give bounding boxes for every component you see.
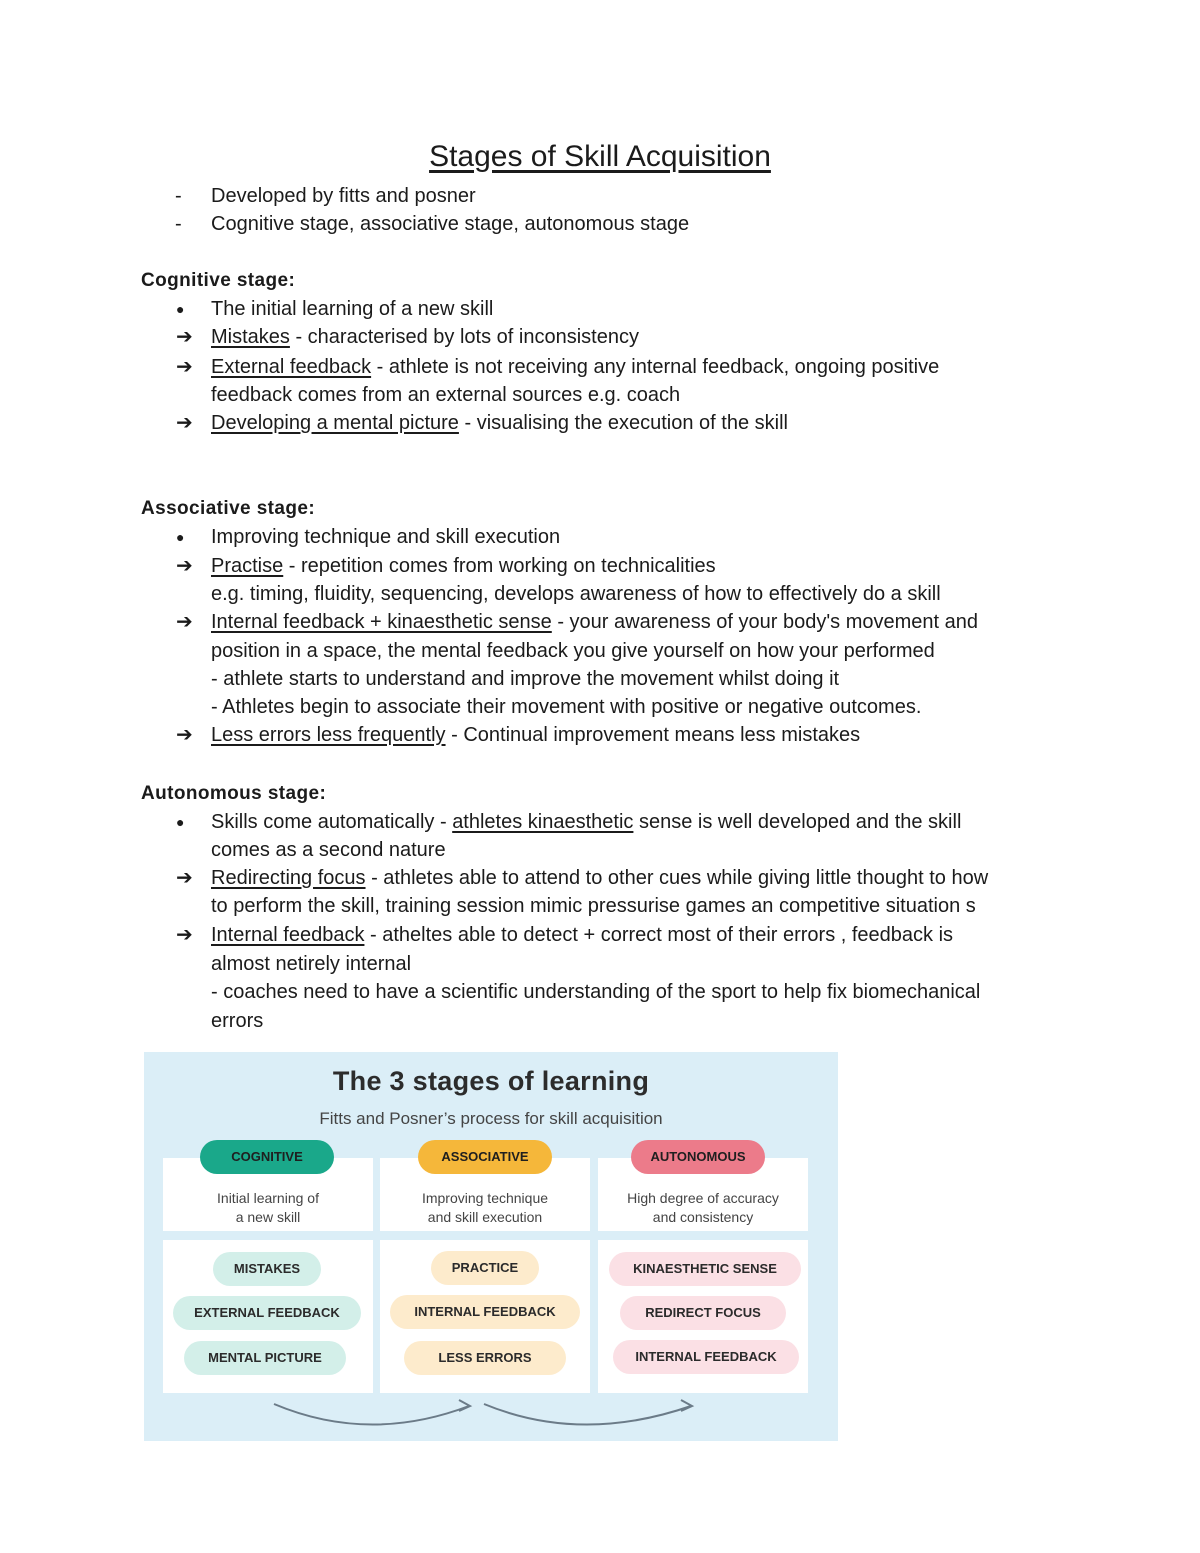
cognitive-point-3-cont: feedback comes from an external sources e.g. coach bbox=[211, 384, 681, 406]
arrow-bullet-icon: ➔ bbox=[176, 326, 193, 348]
tag-kinaesthetic-sense: KINAESTHETIC SENSE bbox=[609, 1252, 801, 1286]
autonomous-point-3-cont-1: almost netirely internal bbox=[211, 953, 412, 975]
cognitive-tags-panel bbox=[163, 1240, 373, 1393]
infographic-subtitle: Fitts and Posner’s process for skill acquisition bbox=[319, 1109, 663, 1128]
tag-mental-picture: MENTAL PICTURE bbox=[184, 1341, 346, 1375]
curved-arrow-icon bbox=[269, 1394, 479, 1434]
term: Developing a mental picture bbox=[211, 412, 459, 434]
description-line: Initial learning of bbox=[217, 1190, 319, 1206]
associative-point-3-cont-2: - athlete starts to understand and improve the movement whilst doing it bbox=[211, 668, 840, 690]
description: - visualising the execution of the skill bbox=[458, 412, 788, 434]
tag-mistakes: MISTAKES bbox=[213, 1252, 321, 1286]
arrow-bullet-icon: ➔ bbox=[176, 924, 193, 946]
dot-bullet-icon: ● bbox=[176, 814, 185, 830]
term: Less errors less frequently bbox=[211, 724, 446, 746]
term: Practise bbox=[211, 555, 284, 577]
stages-of-learning-infographic bbox=[144, 1052, 838, 1441]
dash-bullet: - bbox=[175, 185, 182, 207]
dash-bullet: - bbox=[175, 213, 182, 235]
autonomous-point-1 bbox=[211, 808, 961, 836]
arrow-bullet-icon: ➔ bbox=[176, 412, 193, 434]
curved-arrow-icon bbox=[481, 1394, 701, 1434]
description: - athletes able to attend to other cues while giving little thought to how bbox=[365, 867, 989, 889]
arrow-bullet-icon: ➔ bbox=[176, 611, 193, 633]
associative-point-3-cont-3: - Athletes begin to associate their movement with positive or negative outcomes. bbox=[211, 696, 922, 718]
arrow-bullet-icon: ➔ bbox=[176, 724, 193, 746]
associative-heading: Associative stage: bbox=[141, 498, 316, 519]
term: Internal feedback bbox=[211, 924, 365, 946]
tag-practice: PRACTICE bbox=[431, 1251, 539, 1285]
associative-point-4 bbox=[211, 721, 860, 749]
arrow-bullet-icon: ➔ bbox=[176, 867, 193, 889]
description-line: a new skill bbox=[235, 1209, 301, 1225]
term: External feedback bbox=[211, 356, 372, 378]
dot-bullet-icon: ● bbox=[176, 529, 185, 545]
associative-point-2-cont: e.g. timing, fluidity, sequencing, develops awareness of how to effectively do a skill bbox=[211, 583, 941, 605]
arrow-bullet-icon: ➔ bbox=[176, 555, 193, 577]
autonomous-point-2 bbox=[211, 864, 988, 892]
autonomous-heading: Autonomous stage: bbox=[141, 783, 327, 804]
autonomous-tags-panel bbox=[598, 1240, 808, 1393]
autonomous-point-3-cont-2: - coaches need to have a scientific understanding of the sport to help fix biomechanical bbox=[211, 981, 981, 1003]
tag-internal-feedback: INTERNAL FEEDBACK bbox=[390, 1295, 580, 1329]
tag-external-feedback: EXTERNAL FEEDBACK bbox=[173, 1296, 361, 1330]
cognitive-point-4 bbox=[211, 409, 788, 437]
cognitive-point-1: The initial learning of a new skill bbox=[211, 298, 494, 320]
description: - repetition comes from working on technicalities bbox=[283, 555, 716, 577]
stage-pill-associative: ASSOCIATIVE bbox=[418, 1140, 552, 1174]
stage-pill-autonomous: AUTONOMOUS bbox=[631, 1140, 765, 1174]
description-line: High degree of accuracy bbox=[627, 1190, 779, 1206]
autonomous-point-3 bbox=[211, 921, 953, 949]
cognitive-point-3 bbox=[211, 353, 939, 381]
description-line: Improving technique bbox=[421, 1190, 549, 1206]
associative-point-1: Improving technique and skill execution bbox=[211, 526, 561, 548]
description: - Continual improvement means less mistakes bbox=[445, 724, 861, 746]
associative-point-3 bbox=[211, 608, 978, 636]
associative-point-3-cont-1: position in a space, the mental feedback you give yourself on how your performed bbox=[211, 640, 935, 662]
term: Redirecting focus bbox=[211, 867, 366, 889]
description: sense is well developed and the skill bbox=[633, 811, 962, 833]
tag-redirect-focus: REDIRECT FOCUS bbox=[620, 1296, 786, 1330]
stage-pill-cognitive: COGNITIVE bbox=[200, 1140, 334, 1174]
dot-bullet-icon: ● bbox=[176, 301, 185, 317]
intro-line-2: Cognitive stage, associative stage, autonomous stage bbox=[211, 213, 690, 235]
description-line: and skill execution bbox=[427, 1209, 543, 1225]
arrow-bullet-icon: ➔ bbox=[176, 356, 193, 378]
associative-point-2 bbox=[211, 552, 716, 580]
autonomous-point-2-cont: to perform the skill, training session mimic pressurise games an competitive situation s bbox=[211, 895, 976, 917]
cognitive-heading: Cognitive stage: bbox=[141, 270, 296, 291]
term: Internal feedback + kinaesthetic sense bbox=[211, 611, 552, 633]
infographic-title: The 3 stages of learning bbox=[332, 1066, 650, 1096]
term: athletes kinaesthetic bbox=[452, 811, 634, 833]
tag-less-errors: LESS ERRORS bbox=[404, 1341, 566, 1375]
tag-internal-feedback: INTERNAL FEEDBACK bbox=[613, 1340, 799, 1374]
description: - atheltes able to detect + correct most of their errors , feedback is bbox=[364, 924, 954, 946]
autonomous-point-3-cont-3: errors bbox=[211, 1010, 264, 1032]
associative-tags-panel bbox=[380, 1240, 590, 1393]
description: Skills come automatically - bbox=[211, 811, 453, 833]
intro-line-1: Developed by fitts and posner bbox=[211, 185, 476, 207]
description: - your awareness of your body's movement and bbox=[551, 611, 979, 633]
autonomous-point-1-cont: comes as a second nature bbox=[211, 839, 446, 861]
description-line: and consistency bbox=[652, 1209, 754, 1225]
description: - athlete is not receiving any internal feedback, ongoing positive bbox=[371, 356, 940, 378]
term: Mistakes bbox=[211, 326, 290, 348]
description: - characterised by lots of inconsistency bbox=[289, 326, 639, 348]
page-title: Stages of Skill Acquisition bbox=[429, 140, 771, 173]
cognitive-point-2 bbox=[211, 323, 639, 351]
